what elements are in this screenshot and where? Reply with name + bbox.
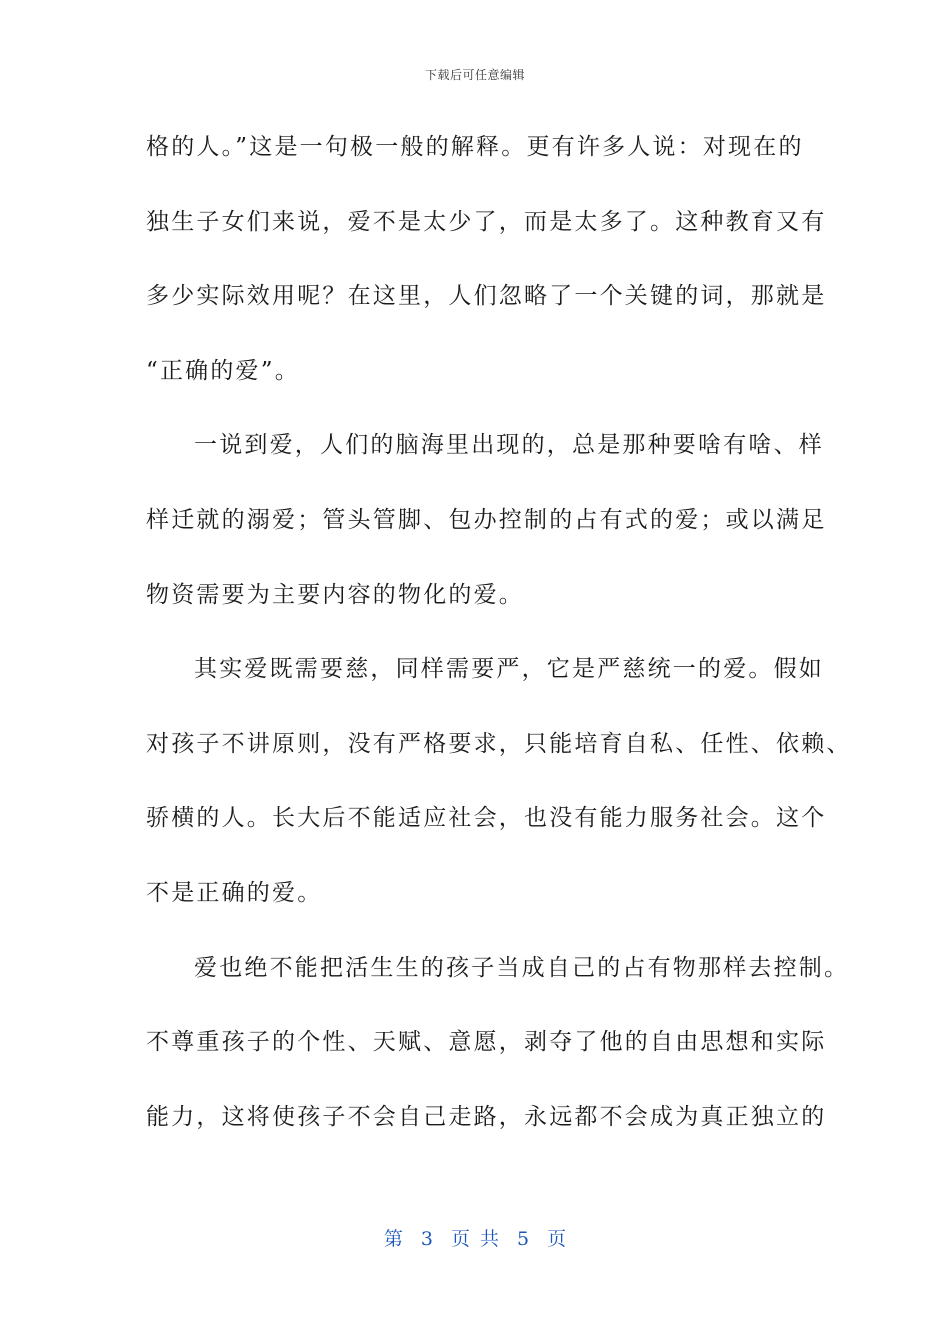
document-body [146,124,852,1168]
footer-page-word: 页 [450,1228,470,1250]
text-line-10: 骄横的人。长大后不能适应社会，也没有能力服务社会。这个 [146,805,827,832]
footer-total-pages: 5 [517,1228,530,1250]
page-header: 下载后可任意编辑 [424,68,525,82]
text-line-12: 爱也绝不能把活生生的孩子当成自己的占有物那样去控制。 [194,954,850,981]
text-line-5: 一说到爱，人们的脑海里出现的，总是那种要啥有啥、样 [194,432,824,459]
text-line-13: 不尊重孩子的个性、天赋、意愿，剥夺了他的自由思想和实际 [146,1029,827,1056]
text-line-9: 对孩子不讲原则，没有严格要求，只能培育自私、任性、依赖、 [146,730,852,757]
text-line-6: 样迁就的溺爱；管头管脚、包办控制的占有式的爱；或以满足 [146,506,827,533]
text-line-4: “正确的爱”。 [146,357,300,384]
footer-current-page: 3 [420,1228,433,1250]
text-line-1: 格的人。”这是一句极一般的解释。更有许多人说：对现在的 [146,134,804,160]
text-line-3: 多少实际效用呢？在这里，人们忽略了一个关键的词，那就是 [146,283,827,310]
text-line-8: 其实爱既需要慈，同样需要严，它是严慈统一的爱。假如 [194,656,824,683]
text-line-14: 能力，这将使孩子不会自己走路，永远都不会成为真正独立的 [146,1103,827,1130]
text-line-11: 不是正确的爱。 [146,879,323,906]
text-line-7: 物资需要为主要内容的物化的爱。 [146,581,524,608]
text-line-2: 独生子女们来说，爱不是太少了，而是太多了。这种教育又有 [146,208,827,235]
footer-page-prefix: 第 [383,1228,403,1250]
footer-total-suffix: 页 [547,1228,567,1250]
footer-total-prefix: 共 [480,1228,500,1250]
page-footer [0,1224,950,1251]
